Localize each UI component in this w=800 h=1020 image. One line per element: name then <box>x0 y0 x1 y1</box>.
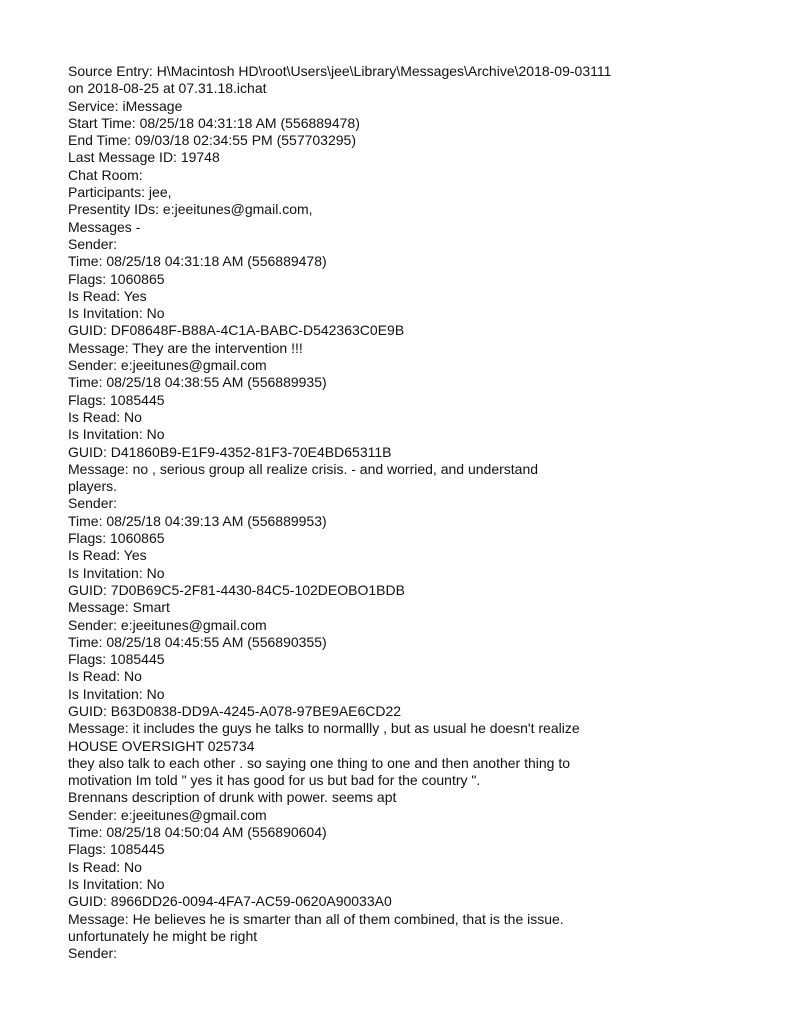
message-4-text-cont-3: Brennans description of drunk with power. seems apt <box>68 789 397 806</box>
service-line: Service: iMessage <box>68 97 183 114</box>
message-2-is-read: Is Read: No <box>68 408 142 425</box>
message-4-is-invitation: Is Invitation: No <box>68 685 165 702</box>
message-2-sender: Sender: e:jeeitunes@gmail.com <box>68 357 267 374</box>
message-1-text: Message: They are the intervention !!! <box>68 339 303 356</box>
message-3-text: Message: Smart <box>68 599 170 616</box>
message-5-time: Time: 08/25/18 04:50:04 AM (556890604) <box>68 824 327 841</box>
message-1-is-read: Is Read: Yes <box>68 287 147 304</box>
message-5-guid: GUID: 8966DD26-0094-4FA7-AC59-0620A90033A0 <box>68 893 392 910</box>
message-4-text-cont-1: they also talk to each other . so saying one thing to one and then another thing to <box>68 754 571 771</box>
message-3-sender: Sender: <box>68 495 118 512</box>
messages-header-line: Messages - <box>68 218 141 235</box>
message-4-flags: Flags: 1085445 <box>68 651 165 668</box>
message-4-is-read: Is Read: No <box>68 668 142 685</box>
source-entry-line: Source Entry: H\Macintosh HD\root\Users\jee\Library\Messages\Archive\2018-09-03111 <box>68 63 612 79</box>
message-4-sender: Sender: e:jeeitunes@gmail.com <box>68 616 267 633</box>
message-2-guid: GUID: D41860B9-E1F9-4352-81F3-70E4BD65311B <box>68 443 392 460</box>
message-1-sender: Sender: <box>68 235 118 252</box>
message-2-time: Time: 08/25/18 04:38:55 AM (556889935) <box>68 374 327 391</box>
message-6-sender: Sender: <box>68 945 118 962</box>
message-5-is-invitation: Is Invitation: No <box>68 875 165 892</box>
message-4-time: Time: 08/25/18 04:45:55 AM (556890355) <box>68 633 327 650</box>
message-2-is-invitation: Is Invitation: No <box>68 426 165 443</box>
message-1-guid: GUID: DF08648F-B88A-4C1A-BABC-D542363C0E9B <box>68 322 405 339</box>
message-2-text-cont: players. <box>68 478 118 495</box>
message-4-text: Message: it includes the guys he talks to normallly , but as usual he doesn't realize <box>68 720 580 737</box>
message-4-text-cont-2: motivation Im told " yes it has good for us but bad for the country ". <box>68 772 481 789</box>
message-2-text: Message: no , serious group all realize crisis. - and worried, and understand <box>68 460 539 477</box>
message-5-text: Message: He believes he is smarter than all of them combined, that is the issue. <box>68 910 564 927</box>
message-3-guid: GUID: 7D0B69C5-2F81-4430-84C5-102DEOBO1BDB <box>68 581 405 598</box>
message-2-flags: Flags: 1085445 <box>68 391 165 408</box>
message-5-text-cont: unfortunately he might be right <box>68 927 258 944</box>
message-5-is-read: Is Read: No <box>68 858 142 875</box>
message-5-sender: Sender: e:jeeitunes@gmail.com <box>68 806 267 823</box>
message-3-is-read: Is Read: Yes <box>68 547 147 564</box>
start-time-line: Start Time: 08/25/18 04:31:18 AM (556889478) <box>68 114 360 131</box>
message-1-is-invitation: Is Invitation: No <box>68 305 165 322</box>
message-5-flags: Flags: 1085445 <box>68 841 165 858</box>
presentity-ids-line: Presentity IDs: e:jeeitunes@gmail.com, <box>68 201 313 218</box>
last-message-id-line: Last Message ID: 19748 <box>68 149 220 166</box>
message-1-flags: Flags: 1060865 <box>68 270 165 287</box>
chat-log-document <box>68 63 748 962</box>
message-3-is-invitation: Is Invitation: No <box>68 564 165 581</box>
message-1-time: Time: 08/25/18 04:31:18 AM (556889478) <box>68 253 327 270</box>
chat-room-line: Chat Room: <box>68 166 143 183</box>
message-3-flags: Flags: 1060865 <box>68 530 165 547</box>
source-entry-date-line: on 2018-08-25 at 07.31.18.ichat <box>68 80 267 97</box>
message-4-guid: GUID: B63D0838-DD9A-4245-A078-97BE9AE6CD22 <box>68 702 402 719</box>
message-3-time: Time: 08/25/18 04:39:13 AM (556889953) <box>68 512 327 529</box>
participants-line: Participants: jee, <box>68 184 172 201</box>
bates-stamp: HOUSE OVERSIGHT 025734 <box>68 737 255 754</box>
end-time-line: End Time: 09/03/18 02:34:55 PM (557703295) <box>68 132 356 149</box>
